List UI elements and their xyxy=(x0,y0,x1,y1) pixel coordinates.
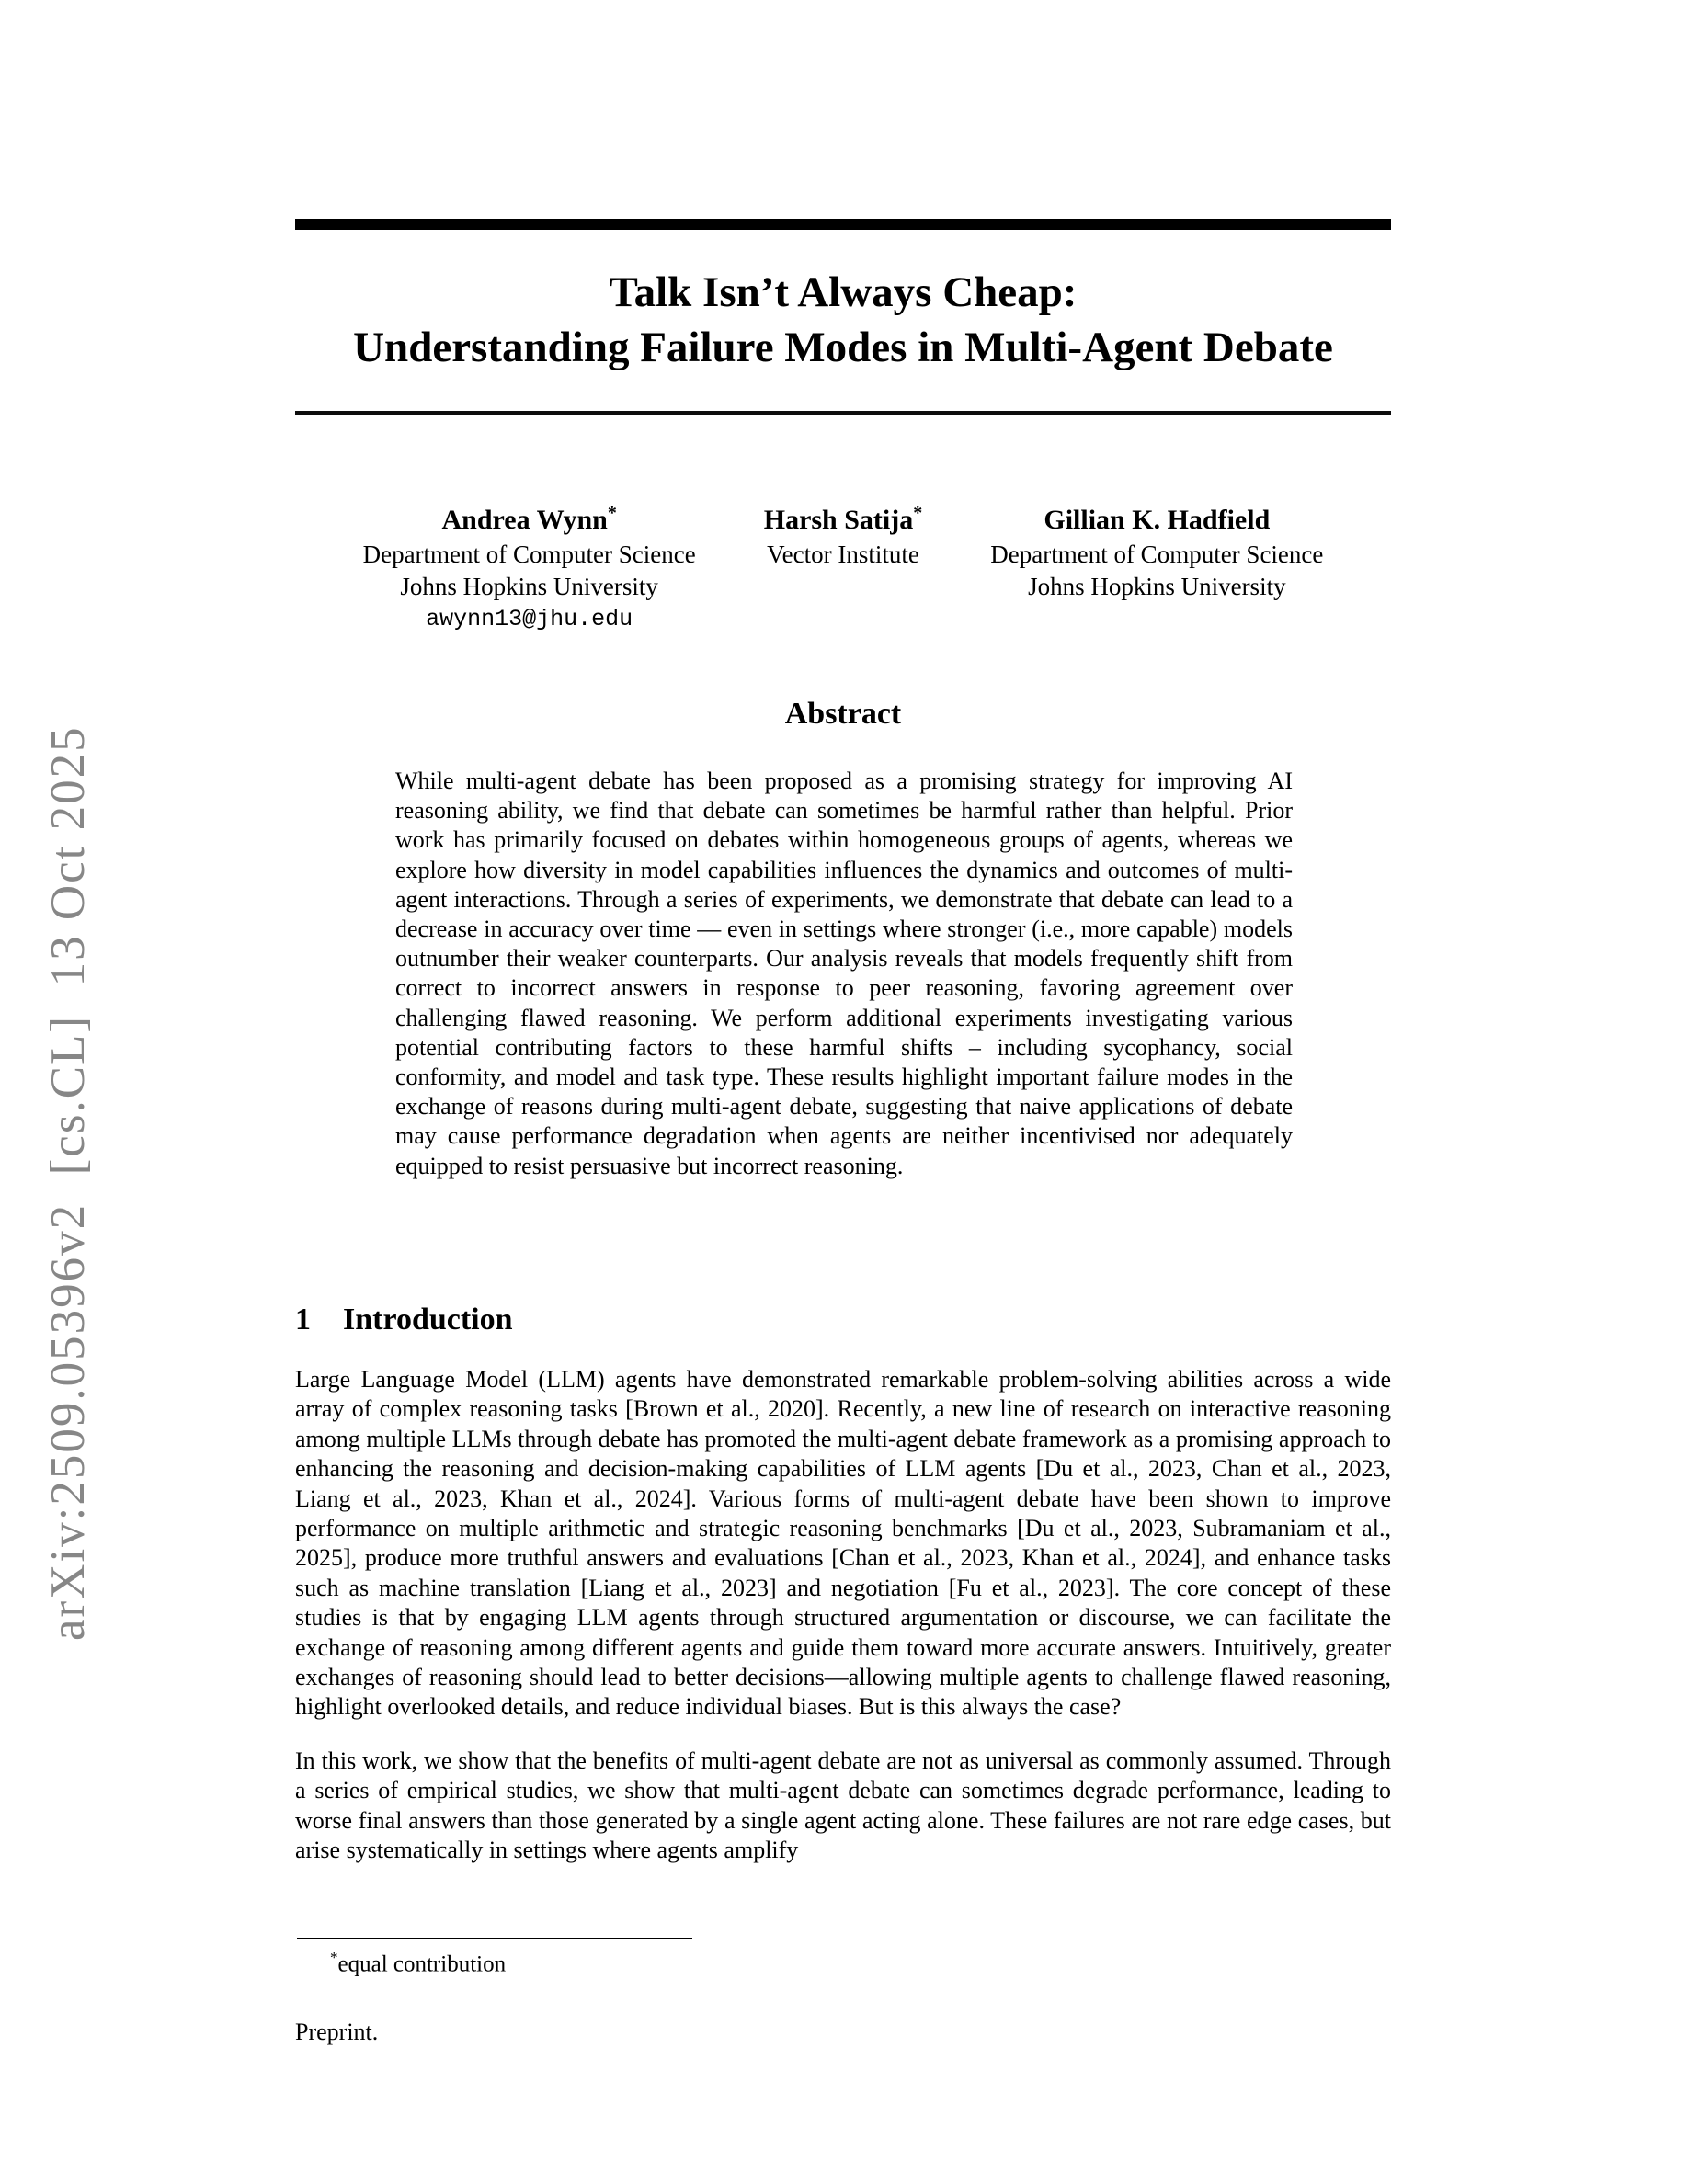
author-block xyxy=(295,495,1391,636)
author-1-affiliation-2: Johns Hopkins University xyxy=(400,573,658,600)
author-2-equal-contribution-mark: * xyxy=(913,503,923,523)
author-1 xyxy=(363,495,696,636)
paper-title xyxy=(295,265,1391,375)
author-3 xyxy=(990,495,1323,636)
author-2 xyxy=(764,495,923,636)
author-1-email: awynn13@jhu.edu xyxy=(426,606,633,632)
author-1-equal-contribution-mark: * xyxy=(607,503,617,523)
section-1-title: Introduction xyxy=(343,1302,513,1337)
author-1-name xyxy=(363,495,696,539)
footnote xyxy=(295,1943,1391,1979)
section-1-heading xyxy=(295,1302,1391,1337)
paper-title-line1: Talk Isn’t Always Cheap: xyxy=(609,268,1078,316)
title-bottom-rule xyxy=(295,411,1391,415)
author-3-name xyxy=(990,495,1323,539)
author-3-name-text: Gillian K. Hadfield xyxy=(1044,505,1271,535)
author-1-name-text: Andrea Wynn xyxy=(441,505,608,535)
footnote-marker: * xyxy=(330,1949,338,1966)
title-top-rule xyxy=(295,219,1391,230)
author-2-affiliation-1: Vector Institute xyxy=(767,540,919,568)
author-2-name xyxy=(764,495,923,539)
paper-title-line2: Understanding Failure Modes in Multi-Agent Debate xyxy=(353,324,1333,371)
introduction-paragraph-2: In this work, we show that the benefits of multi-agent debate are not as universal as commonly assumed. Through a series of empirical studies, we show that multi-agent debate can sometimes degrade performance, leading to worse final answers than those generated by a single agent acting alone. These failures are not rare edge cases, but arise systematically in settings where agents amplify xyxy=(295,1746,1391,1864)
author-3-affiliation-1: Department of Computer Science xyxy=(990,540,1324,568)
abstract-heading: Abstract xyxy=(784,697,902,731)
section-1-number: 1 xyxy=(295,1302,311,1337)
arxiv-stamp: arXiv:2509.05396v2 [cs.CL] 13 Oct 2025 xyxy=(41,725,95,1641)
introduction-body xyxy=(295,1365,1391,1866)
footnote-rule xyxy=(297,1938,692,1939)
author-3-affiliation-2: Johns Hopkins University xyxy=(1028,573,1286,600)
author-1-affiliation-1: Department of Computer Science xyxy=(362,540,696,568)
introduction-paragraph-1: Large Language Model (LLM) agents have demonstrated remarkable problem-solving abilities across a wide array of complex reasoning tasks [Brown et al., 2020]. Recently, a new line of research on interactive reasoning among multiple LLMs through debate has promoted the multi-agent debate framework as a promising approach to enhancing the reasoning and decision-making capabilities of LLM agents [Du et al., 2023, Chan et al., 2023, Liang et al., 2023, Khan et al., 2024]. Various forms of multi-agent debate have been shown to improve performance on multiple arithmetic and strategic reasoning benchmarks [Du et al., 2023, Subramaniam et al., 2025], produce more truthful answers and evaluations [Chan et al., 2023, Khan et al., 2024], and enhance tasks such as machine translation [Liang et al., 2023] and negotiation [Fu et al., 2023]. The core concept of these studies is that by engaging LLM agents through structured argumentation or discourse, we can facilitate the exchange of reasoning among different agents and guide them toward more accurate answers. Intuitively, greater exchanges of reasoning should lead to better decisions—allowing multiple agents to challenge flawed reasoning, highlight overlooked details, and reduce individual biases. But is this always the case? xyxy=(295,1366,1391,1721)
footnote-text: equal contribution xyxy=(337,1951,507,1977)
preprint-label: Preprint. xyxy=(295,2019,379,2045)
abstract-text: While multi-agent debate has been proposed as a promising strategy for improving AI reasoning ability, we find that debate can sometimes be harmful rather than helpful. Prior work has primarily focused on debates within homogeneous groups of agents, whereas we explore how diversity in model capabilities influences the dynamics and outcomes of multi-agent interactions. Through a series of experiments, we demonstrate that debate can lead to a decrease in accuracy over time — even in settings where stronger (i.e., more capable) models outnumber their weaker counterparts. Our analysis reveals that models frequently shift from correct to incorrect answers in response to peer reasoning, favoring agreement over challenging flawed reasoning. We perform additional experiments investigating various potential contributing factors to these harmful shifts – including sycophancy, social conformity, and model and task type. These results highlight important failure modes in the exchange of reasons during multi-agent debate, suggesting that naive applications of debate may cause performance degradation when agents are neither incentivised nor adequately equipped to resist persuasive but incorrect reasoning. xyxy=(395,768,1293,1179)
author-2-name-text: Harsh Satija xyxy=(763,505,914,535)
